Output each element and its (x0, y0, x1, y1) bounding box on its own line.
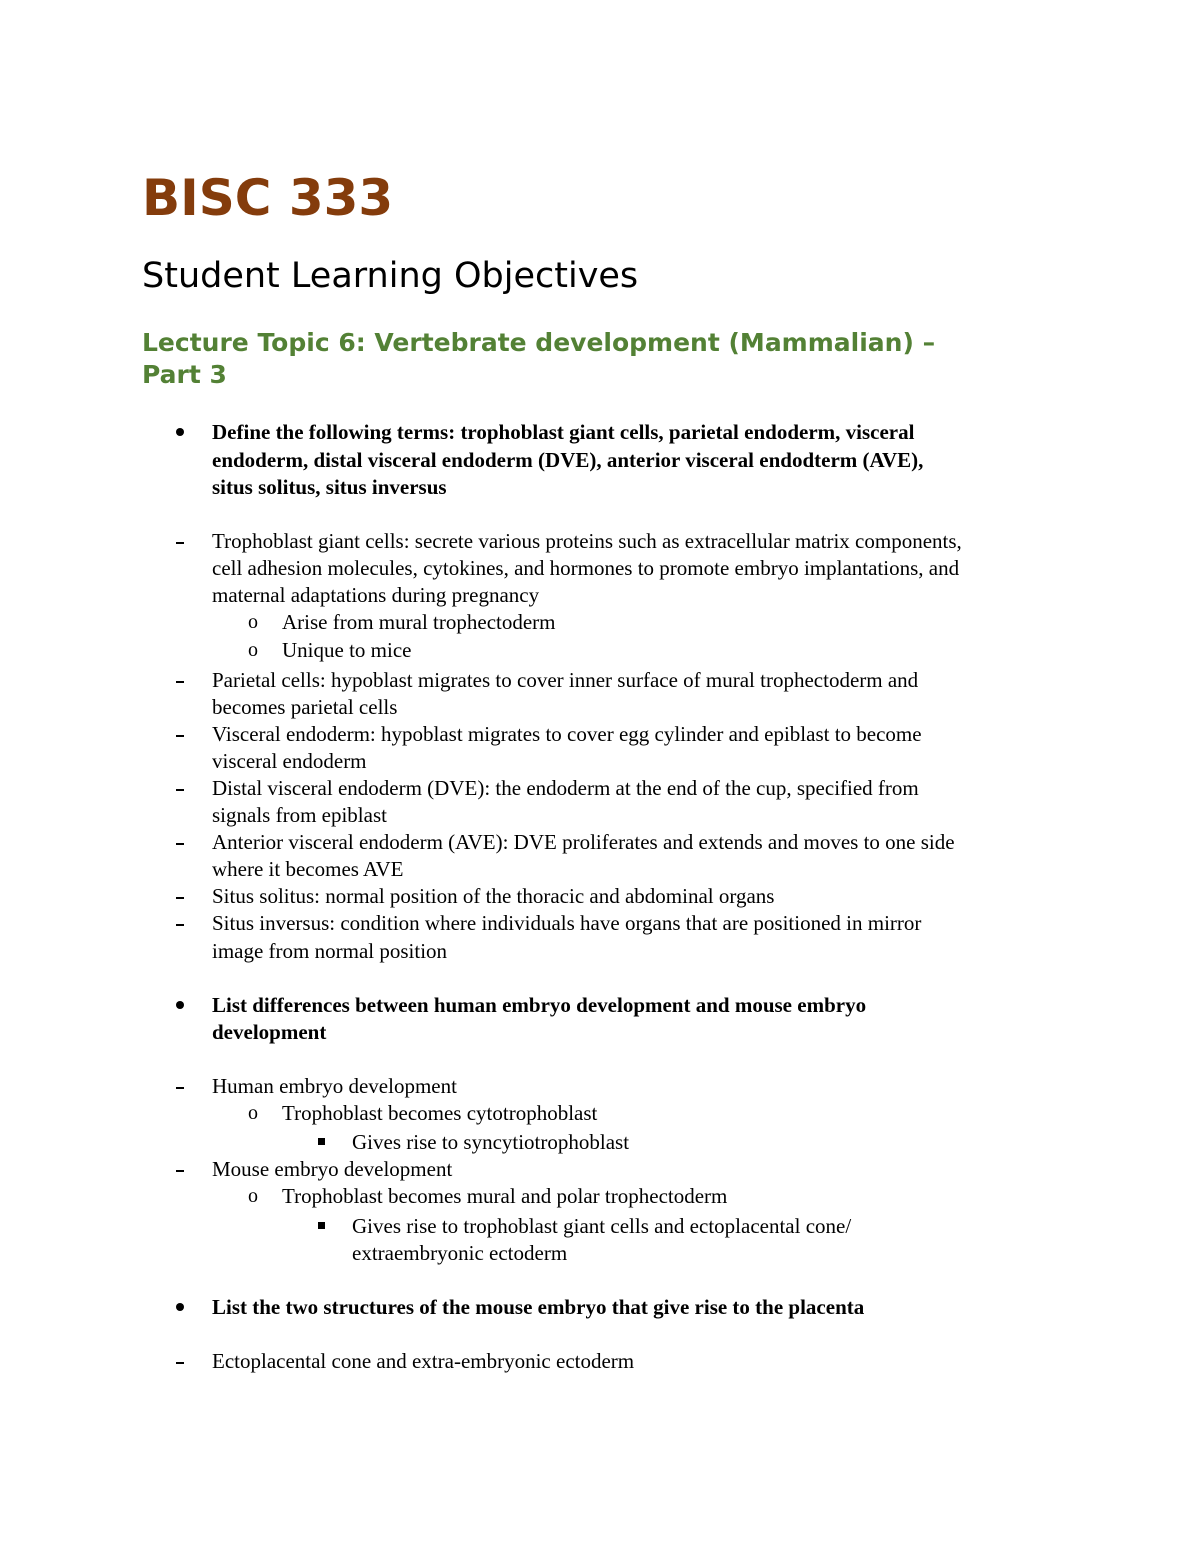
answer-line: Human embryo development (212, 1074, 457, 1098)
dash-bullet-icon (176, 1087, 184, 1089)
answer-line: visceral endoderm (212, 749, 367, 773)
sub-sub-bullet-square-icon (318, 1138, 325, 1145)
answer-line: Parietal cells: hypoblast migrates to cover inner surface of mural trophectoderm and (212, 668, 919, 692)
objective-2-line-2: development (212, 1020, 327, 1044)
course-title: BISC 333 (142, 169, 394, 227)
objective-2-line-1: List differences between human embryo development and mouse embryo (212, 993, 867, 1017)
objective-1-line-2: endoderm, distal visceral endoderm (DVE), anterior visceral endodterm (AVE), (212, 448, 924, 472)
objective-1-line-3: situs solitus, situs inversus (212, 475, 447, 499)
sub-sub-answer-line: Gives rise to syncytiotrophoblast (352, 1130, 630, 1154)
answer-line: becomes parietal cells (212, 695, 398, 719)
answer-line: maternal adaptations during pregnancy (212, 583, 540, 607)
dash-bullet-icon (176, 843, 184, 845)
dash-bullet-icon (176, 681, 184, 683)
sub-bullet-circle-icon: o (248, 1102, 258, 1124)
lecture-heading-line-1: Lecture Topic 6: Vertebrate development (Mammalian) – (142, 328, 936, 357)
dash-bullet-icon (176, 542, 184, 544)
answer-line: Situs solitus: normal position of the thoracic and abdominal organs (212, 884, 775, 908)
objective-1-line-1: Define the following terms: trophoblast giant cells, parietal endoderm, visceral (212, 420, 915, 444)
bullet-disc-icon (176, 1303, 184, 1311)
sub-answer-line: Trophoblast becomes cytotrophoblast (282, 1101, 598, 1125)
document-subtitle: Student Learning Objectives (142, 256, 639, 296)
sub-sub-answer-line: Gives rise to trophoblast giant cells and ectoplacental cone/ (352, 1214, 852, 1238)
answer-line: Anterior visceral endoderm (AVE): DVE proliferates and extends and moves to one side (212, 830, 955, 854)
answer-line: Distal visceral endoderm (DVE): the endoderm at the end of the cup, specified from (212, 776, 919, 800)
sub-bullet-circle-icon: o (248, 611, 258, 633)
sub-sub-bullet-square-icon (318, 1222, 325, 1229)
dash-bullet-icon (176, 924, 184, 926)
dash-bullet-icon (176, 897, 184, 899)
dash-bullet-icon (176, 1170, 184, 1172)
dash-bullet-icon (176, 735, 184, 737)
answer-line: Mouse embryo development (212, 1157, 453, 1181)
answer-line: where it becomes AVE (212, 857, 404, 881)
sub-bullet-circle-icon: o (248, 639, 258, 661)
sub-answer-line: Unique to mice (282, 638, 412, 662)
bullet-disc-icon (176, 1001, 184, 1009)
sub-answer-line: Arise from mural trophectoderm (282, 610, 556, 634)
answer-line: Ectoplacental cone and extra-embryonic ectoderm (212, 1349, 635, 1373)
answer-line: image from normal position (212, 939, 448, 963)
sub-sub-answer-line: extraembryonic ectoderm (352, 1241, 568, 1265)
answer-line: cell adhesion molecules, cytokines, and hormones to promote embryo implantations, and (212, 556, 960, 580)
bullet-disc-icon (176, 428, 184, 436)
dash-bullet-icon (176, 789, 184, 791)
lecture-heading-line-2: Part 3 (142, 360, 227, 389)
objective-3-line-1: List the two structures of the mouse embryo that give rise to the placenta (212, 1295, 865, 1319)
sub-bullet-circle-icon: o (248, 1185, 258, 1207)
sub-answer-line: Trophoblast becomes mural and polar trophectoderm (282, 1184, 728, 1208)
answer-line: Trophoblast giant cells: secrete various proteins such as extracellular matrix components, (212, 529, 962, 553)
answer-line: signals from epiblast (212, 803, 387, 827)
answer-line: Situs inversus: condition where individuals have organs that are positioned in mirror (212, 911, 922, 935)
answer-line: Visceral endoderm: hypoblast migrates to cover egg cylinder and epiblast to become (212, 722, 922, 746)
dash-bullet-icon (176, 1362, 184, 1364)
